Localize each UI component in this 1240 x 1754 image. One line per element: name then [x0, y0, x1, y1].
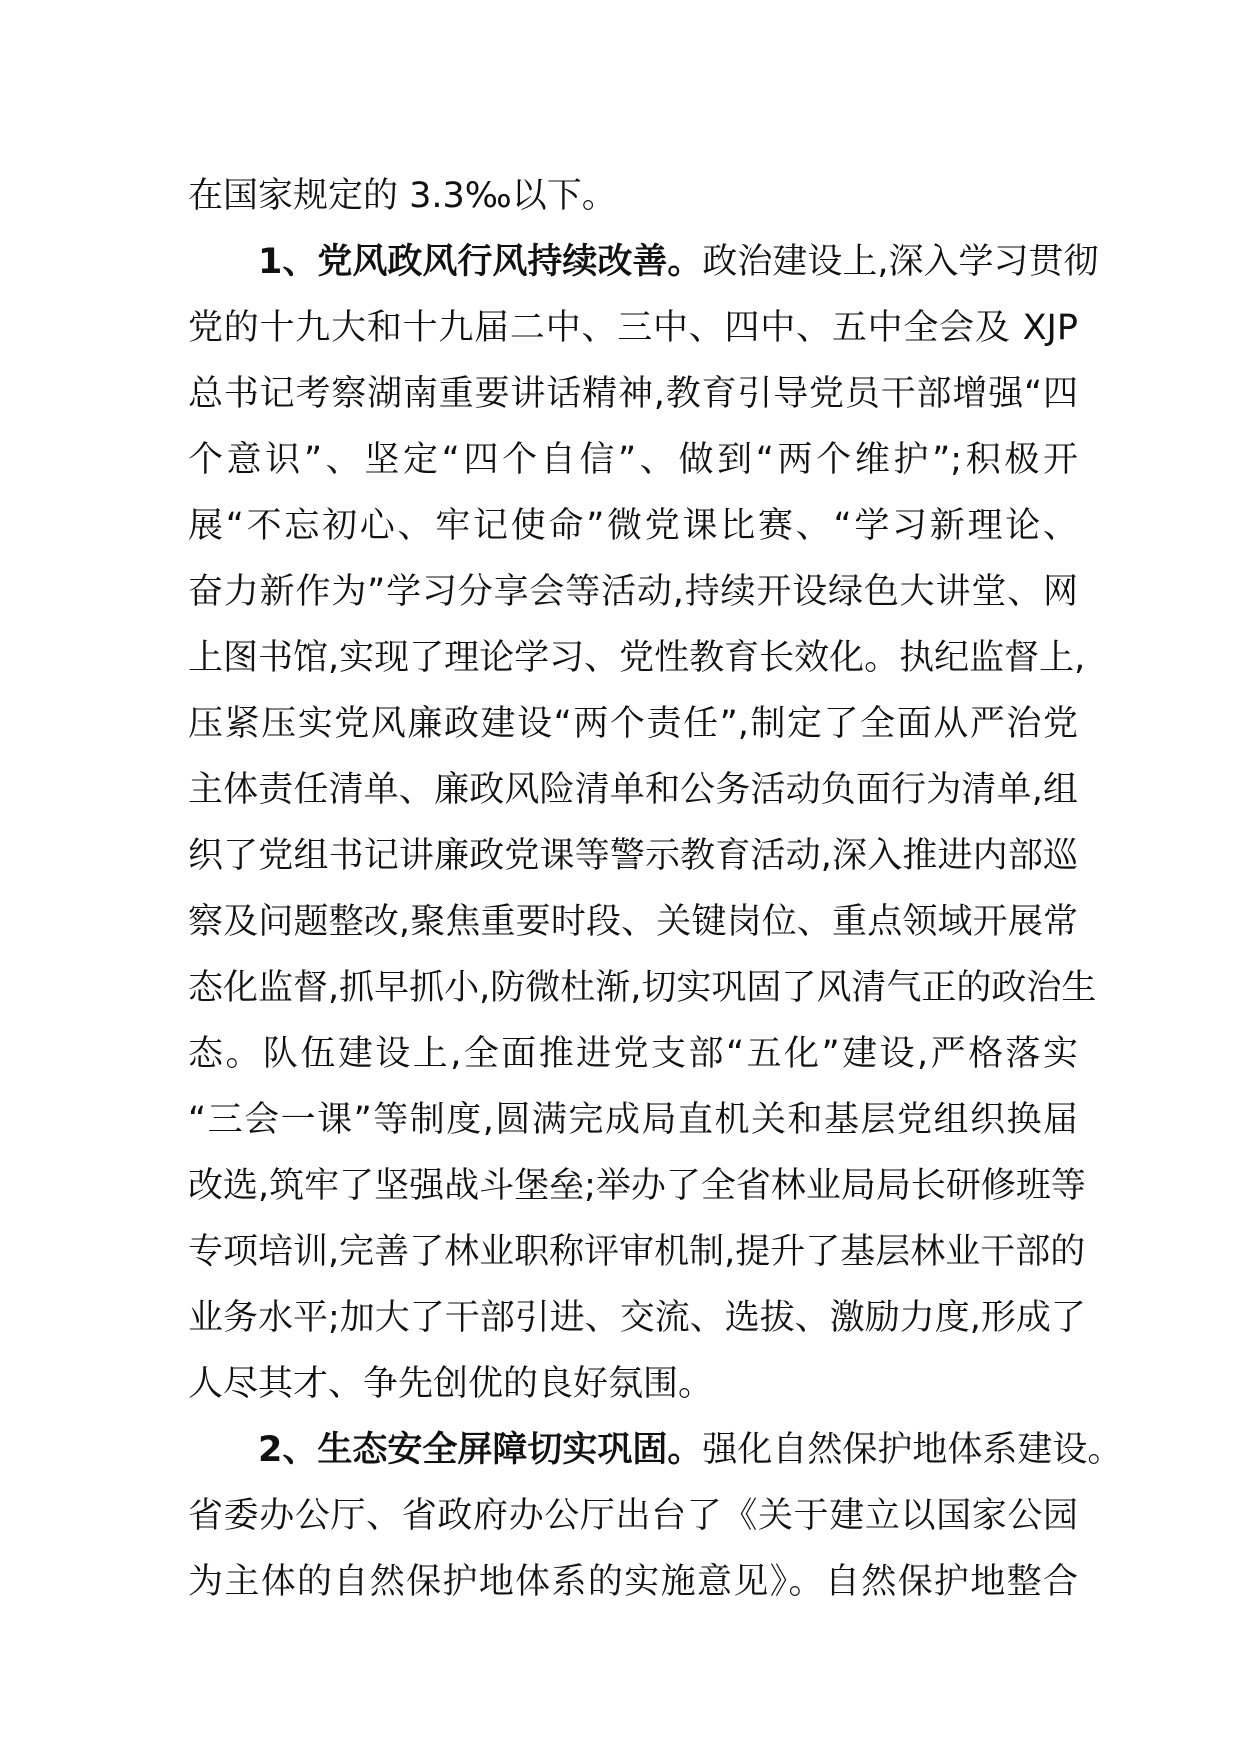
- paragraph-2-heading: 2、生态安全屏障切实巩固。: [258, 1430, 703, 1470]
- paragraph-1-line-8: 织了党组书记讲廉政党课等警示教育活动,深入推进内部巡: [188, 836, 1078, 876]
- paragraph-1-first-line: [188, 229, 1099, 295]
- paragraph-1-line-6: 压紧压实党风廉政建设“两个责任”,制定了全面从严治党: [188, 704, 1078, 744]
- paragraph-2-first-line-rest: 强化自然保护地体系建设。: [702, 1430, 1123, 1470]
- paragraph-1-line-11: 态。队伍建设上,全面推进党支部“五化”建设,严格落实: [188, 1034, 1078, 1074]
- paragraph-2: [188, 1417, 1123, 1615]
- paragraph-1-line-10: 态化监督,抓早抓小,防微杜渐,切实巩固了风清气正的政治生: [188, 968, 1097, 1008]
- paragraph-1-line-7: 主体责任清单、廉政风险清单和公务活动负面行为清单,组: [188, 770, 1078, 810]
- paragraph-1-line-5: 上图书馆,实现了理论学习、党性教育长效化。执纪监督上,: [188, 638, 1086, 678]
- paragraph-2-first-line: [188, 1417, 1123, 1483]
- paragraph-1-line-14: 专项培训,完善了林业职称评审机制,提升了基层林业干部的: [188, 1232, 1086, 1272]
- paragraph-1-line-4: 奋力新作为”学习分享会等活动,持续开设绿色大讲堂、网: [188, 572, 1078, 612]
- paragraph-1-line-16: 人尽其才、争先创优的良好氛围。: [188, 1364, 714, 1404]
- paragraph-1-line-2: 个意识”、坚定“四个自信”、做到“两个维护”;积极开: [188, 440, 1078, 480]
- paragraph-1-line-0: 党的十九大和十九届二中、三中、四中、五中全会及 XJP: [188, 308, 1078, 348]
- paragraph-2-line-0: 省委办公厅、省政府办公厅出台了《关于建立以国家公园: [188, 1496, 1078, 1536]
- paragraph-1-line-1: 总书记考察湖南重要讲话精神,教育引导党员干部增强“四: [188, 374, 1078, 414]
- paragraph-2-line-1: 为主体的自然保护地体系的实施意见》。自然保护地整合: [188, 1562, 1078, 1602]
- paragraph-1-line-12: “三会一课”等制度,圆满完成局直机关和基层党组织换届: [188, 1100, 1078, 1140]
- paragraph-1: [188, 229, 1099, 1417]
- paragraph-1-line-3: 展“不忘初心、牢记使命”微党课比赛、“学习新理论、: [188, 506, 1078, 546]
- paragraph-1-first-line-rest: 政治建设上,深入学习贯彻: [702, 242, 1099, 282]
- document-body: [188, 163, 1123, 1615]
- paragraph-1-heading: 1、党风政风行风持续改善。: [258, 242, 703, 282]
- paragraph-1-line-13: 改选,筑牢了坚强战斗堡垒;举办了全省林业局局长研修班等: [188, 1166, 1086, 1206]
- paragraph-0-line-0: 在国家规定的 3.3‰以下。: [188, 176, 617, 216]
- paragraph-1-line-9: 察及问题整改,聚焦重要时段、关键岗位、重点领域开展常: [188, 902, 1078, 942]
- paragraph-0: [188, 163, 1078, 229]
- paragraph-1-line-15: 业务水平;加大了干部引进、交流、选拔、激励力度,形成了: [188, 1298, 1086, 1338]
